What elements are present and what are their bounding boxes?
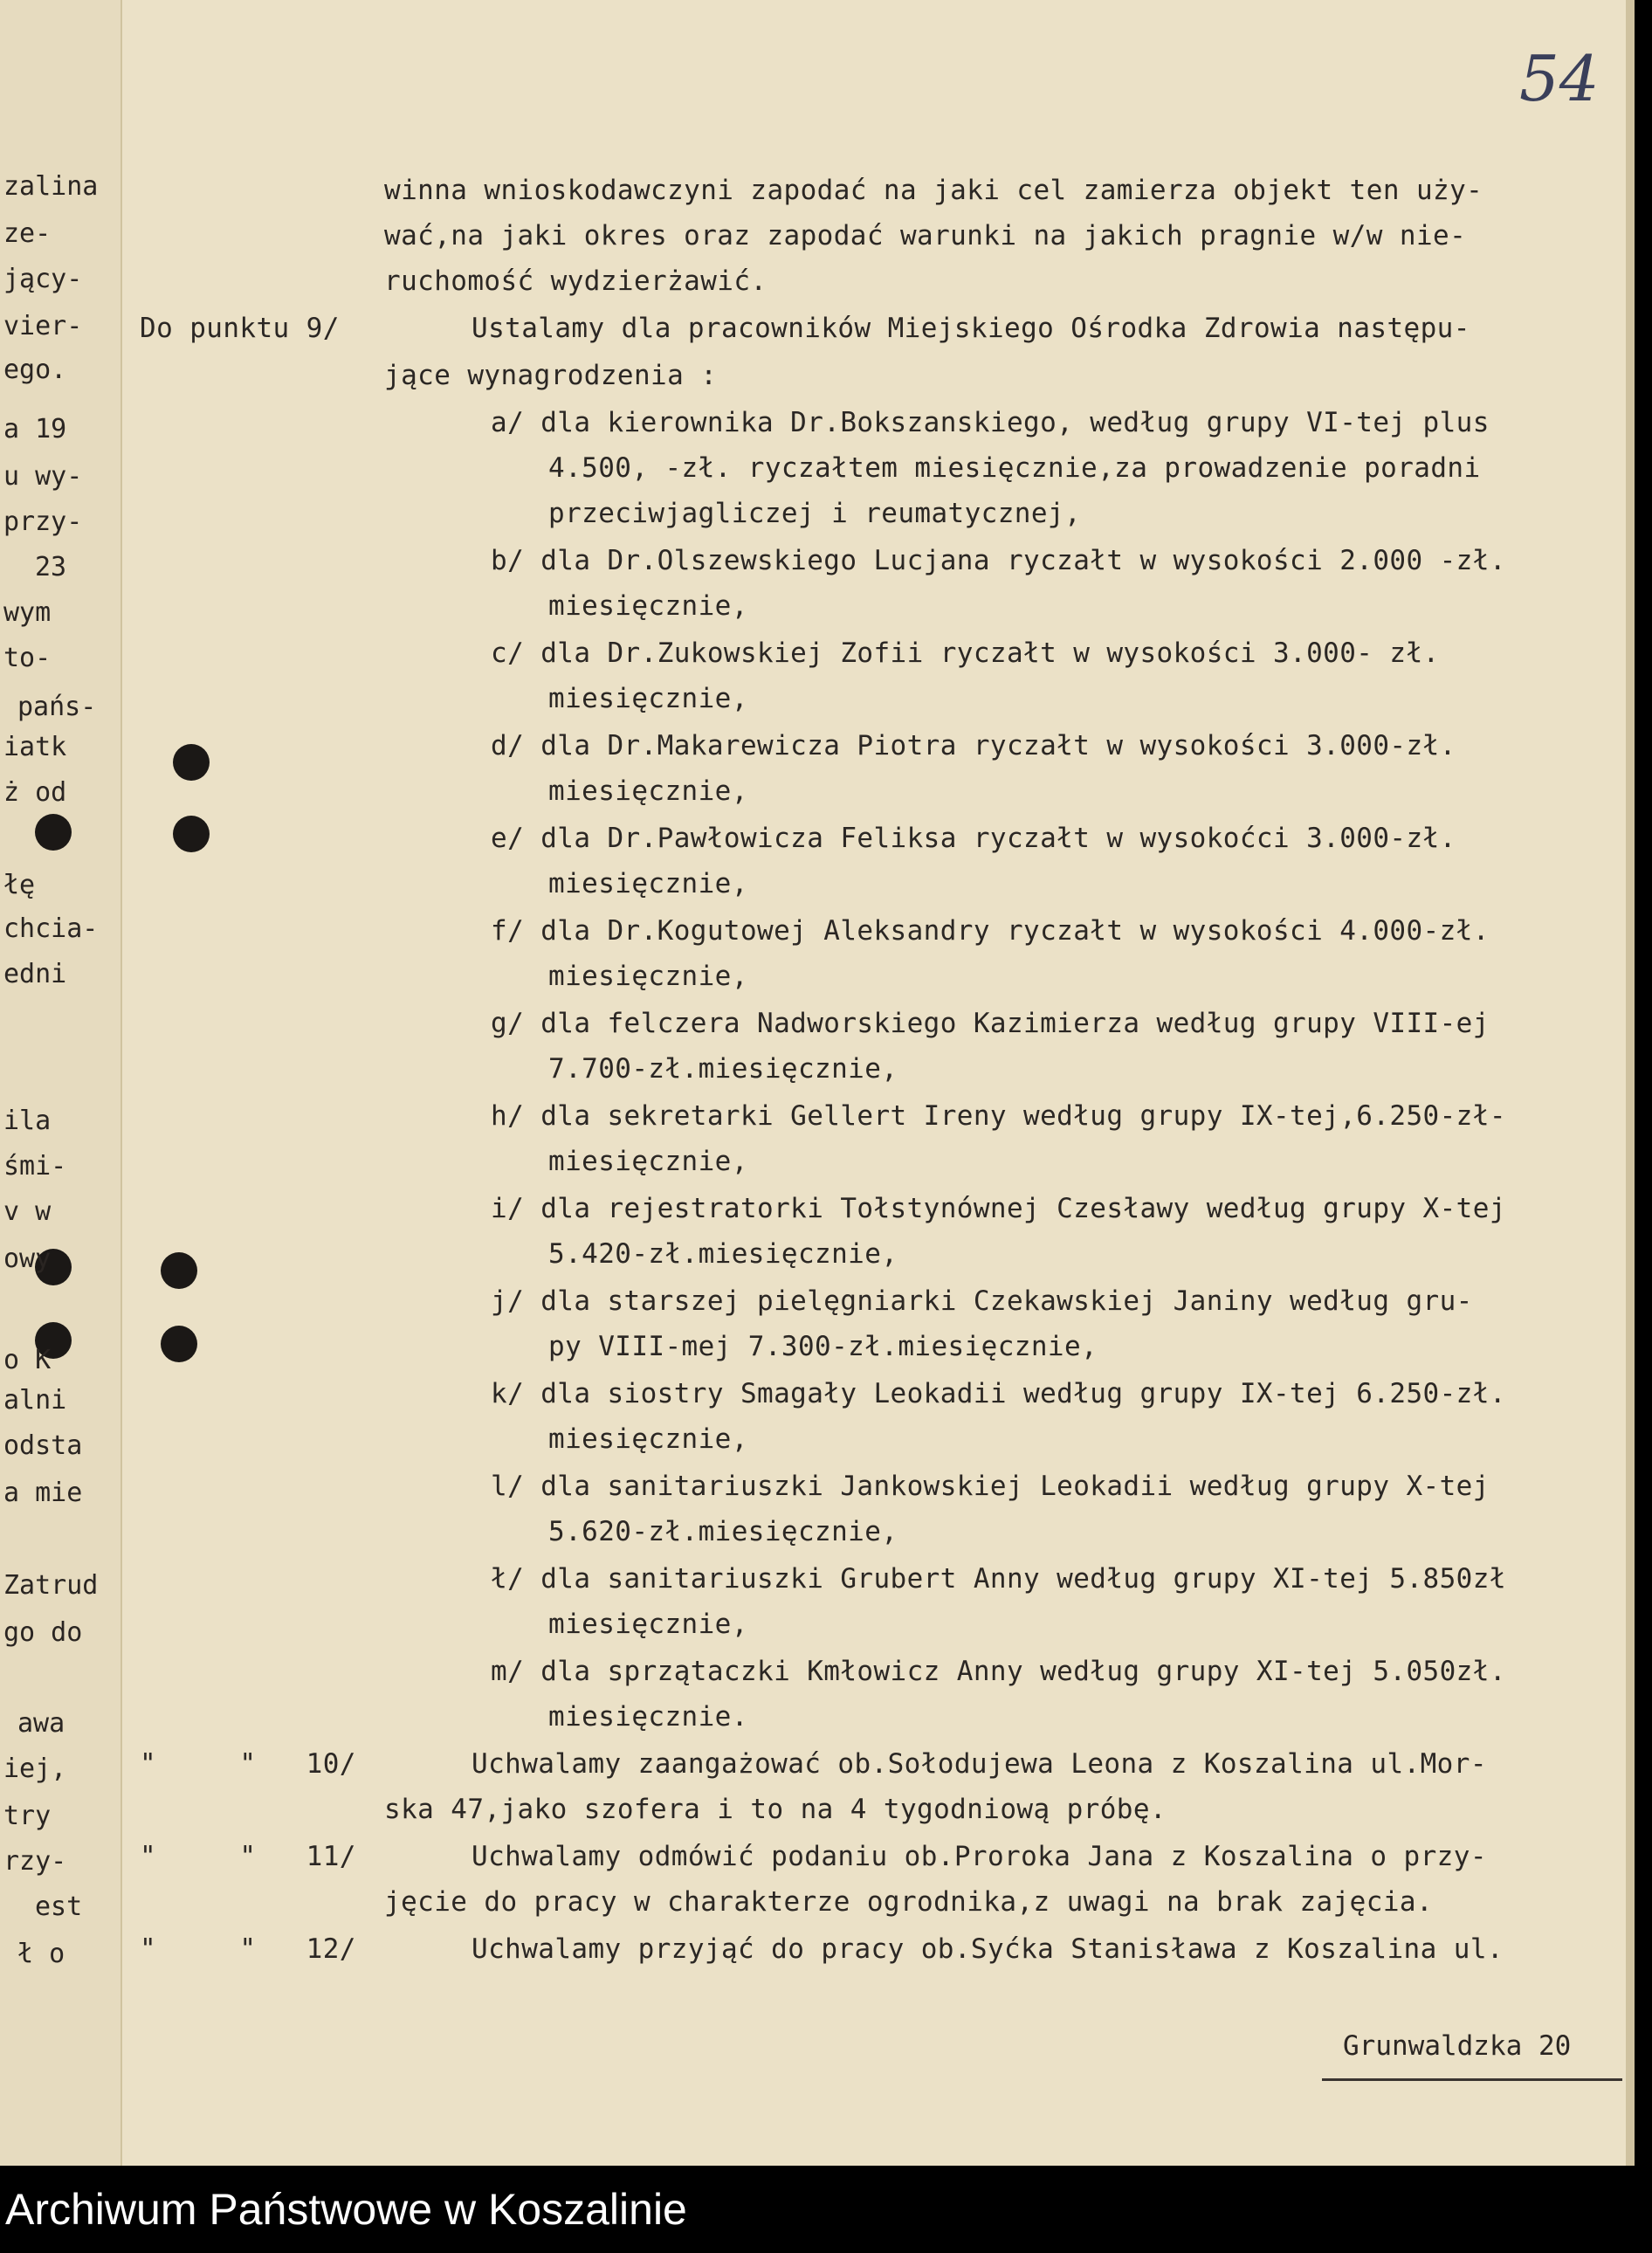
body-line: ruchomość wydzierżawić. — [384, 265, 767, 297]
list-item: j/ dla starszej pielęgniarki Czekawskiej Janiny według gru- — [491, 1285, 1473, 1317]
section-label: " " 10/ — [140, 1748, 356, 1780]
list-item: miesięcznie. — [548, 1701, 748, 1733]
list-item: m/ dla sprzątaczki Kmłowicz Anny według grupy XI-tej 5.050zł. — [491, 1656, 1506, 1687]
margin-fragment: chcia- — [3, 913, 99, 944]
punch-hole — [173, 816, 210, 852]
margin-fragment: iatk — [3, 732, 67, 762]
margin-fragment: edni — [3, 959, 67, 989]
margin-fragment: odsta — [3, 1430, 83, 1461]
margin-fragment: śmi- — [3, 1151, 67, 1182]
margin-fragment: wym — [3, 597, 52, 628]
margin-fragment: v w — [3, 1196, 52, 1227]
margin-fragment: est — [35, 1891, 83, 1922]
list-item: d/ dla Dr.Makarewicza Piotra ryczałt w wysokości 3.000-zł. — [491, 730, 1456, 761]
list-item: l/ dla sanitariuszki Jankowskiej Leokadii według grupy X-tej — [491, 1471, 1490, 1502]
punch-hole — [161, 1326, 197, 1362]
list-item: e/ dla Dr.Pawłowicza Feliksa ryczałt w wysokoćci 3.000-zł. — [491, 823, 1456, 854]
list-item: f/ dla Dr.Kogutowej Aleksandry ryczałt w wysokości 4.000-zł. — [491, 915, 1490, 947]
section-label: Do punktu 9/ — [140, 313, 340, 344]
body-line: wać,na jaki okres oraz zapodać warunki na jakich pragnie w/w nie- — [384, 220, 1467, 251]
body-line: Uchwalamy przyjąć do pracy ob.Syćka Stanisława z Koszalina ul. — [472, 1933, 1504, 1965]
footer-address: Grunwaldzka 20 — [1343, 2030, 1572, 2062]
list-item: miesięcznie, — [548, 775, 748, 807]
body-line: jęcie do pracy w charakterze ogrodnika,z uwagi na brak zajęcia. — [384, 1886, 1434, 1918]
punch-hole — [161, 1252, 197, 1289]
list-item: i/ dla rejestratorki Tołstynównej Czesławy według grupy X-tej — [491, 1193, 1506, 1224]
list-item: miesięcznie, — [548, 1423, 748, 1455]
body-line: jące wynagrodzenia : — [384, 360, 718, 391]
margin-fragment: awa — [17, 1708, 65, 1739]
list-item: miesięcznie, — [548, 961, 748, 992]
body-line: winna wnioskodawczyni zapodać na jaki cel zamierza objekt ten uży- — [384, 175, 1483, 206]
body-line: Uchwalamy odmówić podaniu ob.Proroka Jana z Koszalina o przy- — [472, 1841, 1487, 1872]
list-item: przeciwjagliczej i reumatycznej, — [548, 498, 1082, 529]
margin-fragment: try — [3, 1801, 52, 1831]
margin-fragment: to- — [3, 643, 52, 673]
archive-banner — [0, 2166, 1652, 2253]
margin-fragment: zalina — [3, 171, 99, 202]
margin-fragment: przy- — [3, 506, 83, 537]
list-item: h/ dla sekretarki Gellert Ireny według grupy IX-tej,6.250-zł- — [491, 1100, 1506, 1132]
margin-fragment: a mie — [3, 1478, 83, 1508]
body-line: Uchwalamy zaangażować ob.Sołodujewa Leona z Koszalina ul.Mor- — [472, 1748, 1487, 1780]
margin-fragment: rzy- — [3, 1846, 67, 1877]
list-item: miesięcznie, — [548, 868, 748, 899]
list-item: b/ dla Dr.Olszewskiego Lucjana ryczałt w wysokości 2.000 -zł. — [491, 545, 1506, 576]
list-item: 5.420-zł.miesięcznie, — [548, 1238, 898, 1270]
margin-fragment: alni — [3, 1385, 67, 1416]
punch-hole — [173, 744, 210, 781]
list-item: miesięcznie, — [548, 683, 748, 714]
margin-fragment: 23 — [35, 552, 67, 582]
list-item: ł/ dla sanitariuszki Grubert Anny według grupy XI-tej 5.850zł — [491, 1563, 1506, 1595]
section-label: " " 11/ — [140, 1841, 356, 1872]
archive-label: Archiwum Państwowe w Koszalinie — [5, 2185, 687, 2234]
margin-fragment: owy — [3, 1244, 52, 1274]
margin-fragment: ł o — [17, 1939, 65, 1969]
footer-rule — [1322, 2078, 1622, 2081]
margin-fragment: Zatrud — [3, 1570, 99, 1601]
list-item: py VIII-mej 7.300-zł.miesięcznie, — [548, 1331, 1098, 1362]
margin-fragment: jący- — [3, 264, 83, 294]
body-line: Ustalamy dla pracowników Miejskiego Ośrodka Zdrowia następu- — [472, 313, 1470, 344]
margin-fragment: łę — [3, 870, 36, 900]
margin-fragment: o K — [3, 1345, 52, 1375]
body-line: ska 47,jako szofera i to na 4 tygodniową próbę. — [384, 1794, 1167, 1825]
list-item: miesięcznie, — [548, 590, 748, 622]
list-item: miesięcznie, — [548, 1609, 748, 1640]
page-edge-shadow — [1626, 0, 1635, 2166]
list-item: c/ dla Dr.Zukowskiej Zofii ryczałt w wysokości 3.000- zł. — [491, 637, 1440, 669]
list-item: miesięcznie, — [548, 1146, 748, 1177]
margin-fragment: ila — [3, 1106, 52, 1136]
list-item: g/ dla felczera Nadworskiego Kazimierza według grupy VIII-ej — [491, 1008, 1490, 1039]
list-item: 5.620-zł.miesięcznie, — [548, 1516, 898, 1547]
margin-fragment: ego. — [3, 355, 67, 385]
list-item: 7.700-zł.miesięcznie, — [548, 1053, 898, 1085]
margin-fragment: a 19 — [3, 414, 67, 444]
page-number: 54 — [1519, 42, 1600, 115]
margin-fragment: ze- — [3, 218, 52, 249]
margin-fragment: pańs- — [17, 692, 97, 722]
margin-fragment: u wy- — [3, 461, 83, 492]
section-label: " " 12/ — [140, 1933, 356, 1965]
margin-fragment: ż od — [3, 777, 67, 808]
margin-fragment: vier- — [3, 311, 83, 341]
list-item: 4.500, -zł. ryczałtem miesięcznie,za prowadzenie poradni — [548, 452, 1481, 484]
list-item: k/ dla siostry Smagały Leokadii według grupy IX-tej 6.250-zł. — [491, 1378, 1506, 1409]
punch-hole — [35, 814, 72, 851]
list-item: a/ dla kierownika Dr.Bokszanskiego, według grupy VI-tej plus — [491, 407, 1490, 438]
margin-fragment: iej, — [3, 1753, 67, 1784]
margin-fragment: go do — [3, 1617, 83, 1648]
